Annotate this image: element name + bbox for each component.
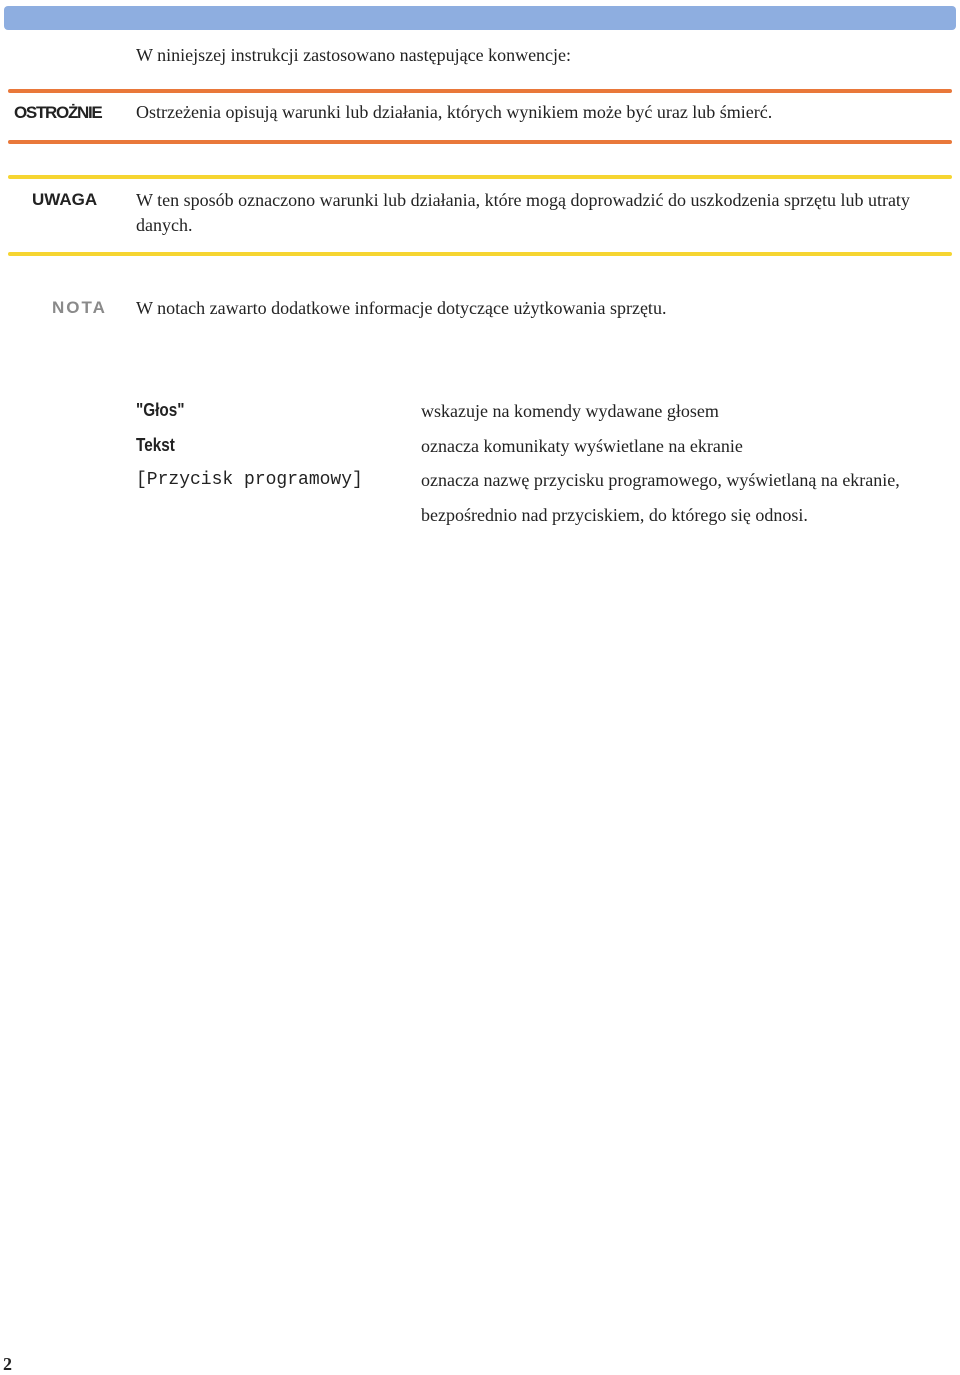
note-text: W notach zawarto dodatkowe informacje dotyczące użytkowania sprzętu. [136,298,667,318]
convention-desc-softkey: oznacza nazwę przycisku programowego, wyświetlaną na ekranie, bezpośrednio nad przyciskiem, do którego się odnosi. [421,470,900,525]
convention-desc-text: oznacza komunikaty wyświetlane na ekranie [421,436,743,456]
convention-term-text: Tekst [136,435,175,455]
caution-text: Ostrzeżenia opisują warunki lub działania, których wynikiem może być uraz lub śmierć. [136,102,773,122]
caution-label: OSTROŻNIE [14,103,102,122]
page-number: 2 [3,1354,12,1374]
intro-text: W niniejszej instrukcji zastosowano następujące konwencje: [136,45,572,65]
convention-term-voice: "Głos" [136,400,185,420]
convention-desc-voice: wskazuje na komendy wydawane głosem [421,401,719,421]
caution-bottom-rule [8,140,952,144]
warning-text: W ten sposób oznaczono warunki lub działania, które mogą doprowadzić do uszkodzenia sprzętu lub utraty danych. [136,190,910,235]
caution-top-rule [8,89,952,93]
convention-term-softkey: [Przycisk programowy] [136,470,363,490]
header-bar [4,6,956,30]
warning-label: UWAGA [32,190,98,209]
note-label: NOTA [52,298,107,317]
warning-top-rule [8,175,952,179]
warning-bottom-rule [8,252,952,256]
